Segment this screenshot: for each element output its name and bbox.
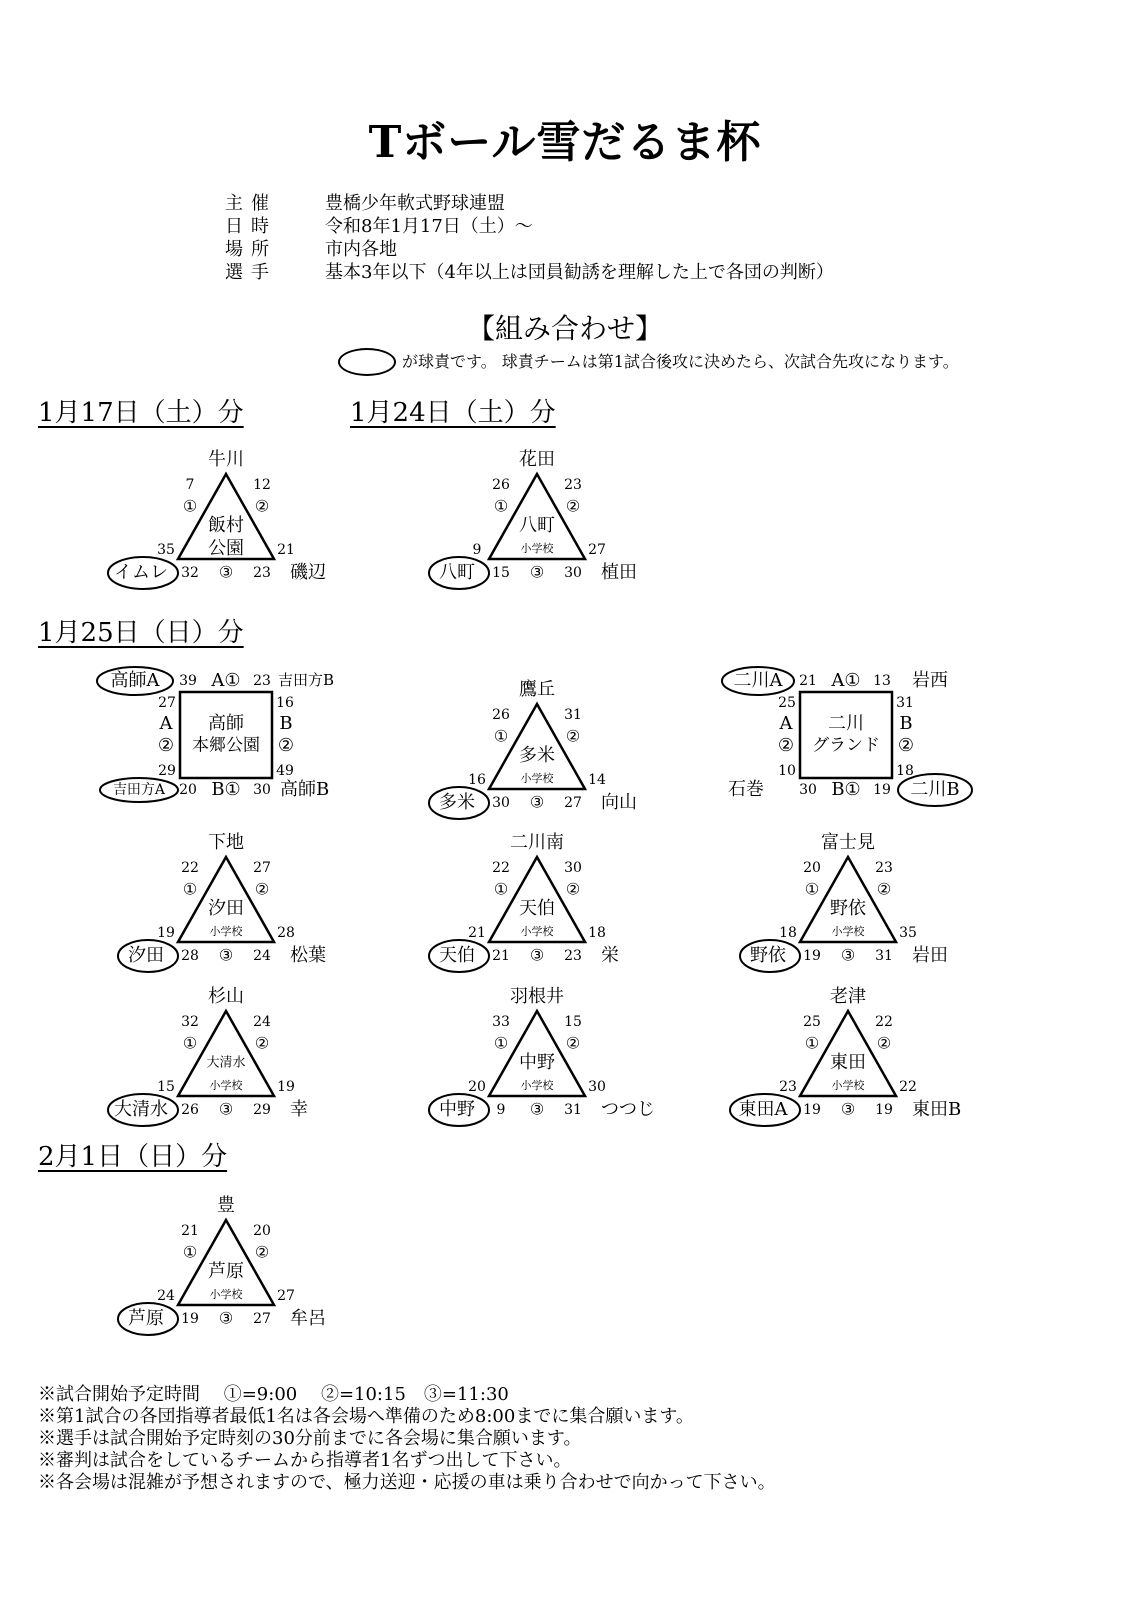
score: 32 (181, 565, 199, 581)
game-3-marker: ③ (529, 792, 545, 812)
score: 26 (492, 477, 510, 493)
score: 33 (492, 1014, 510, 1030)
venue-name: 汐田 (208, 898, 244, 919)
game-3-marker: ③ (218, 562, 234, 582)
venue-name: 芦原 (208, 1261, 244, 1282)
game-b1-marker: B① (831, 779, 861, 800)
score: 20 (468, 1079, 486, 1095)
score: 10 (778, 763, 796, 779)
score: 23 (253, 565, 271, 581)
date-heading-jan17: 1月17日（土）分 (38, 398, 244, 428)
info-label: 日時 (225, 216, 277, 237)
game-2-marker: ② (254, 1242, 270, 1262)
note-line: ※各会場は混雑が予想されますので、極力送迎・応援の車は乗り合わせで向かって下さい。 (38, 1472, 776, 1493)
note-line: ※試合開始予定時間 ①=9:00 ②=10:15 ③=11:30 (38, 1384, 509, 1405)
date-heading-feb1: 2月1日（日）分 (38, 1142, 228, 1172)
team-bottom-right: 二川B (910, 779, 960, 800)
venue-name: 小学校 (209, 925, 243, 938)
note-line: ※選手は試合開始予定時刻の30分前までに各会場に集合願います。 (38, 1428, 582, 1449)
game-2-marker: ② (157, 735, 175, 756)
venue-name: 公園 (208, 538, 244, 559)
info-value: 市内各地 (325, 239, 397, 260)
score: 12 (253, 477, 271, 493)
score: 35 (899, 925, 917, 941)
score: 23 (564, 477, 582, 493)
game-2-marker: ② (565, 726, 581, 746)
score: 22 (875, 1014, 893, 1030)
info-value: 基本3年以下（4年以上は団員勧誘を理解した上で各団の判断） (325, 262, 834, 283)
venue-name: 小学校 (209, 1288, 243, 1301)
score: 16 (468, 772, 486, 788)
game-2-marker: ② (254, 1033, 270, 1053)
score: 27 (158, 695, 176, 711)
score: 21 (277, 542, 295, 558)
score: 30 (799, 782, 817, 798)
team-bottom-right: 栄 (601, 945, 619, 966)
bracket-heading: 【組み合わせ】 (466, 312, 663, 345)
score: 27 (277, 1288, 295, 1304)
team-top: 鷹丘 (519, 679, 555, 700)
score: 26 (492, 707, 510, 723)
game-2-marker: ② (565, 879, 581, 899)
score: 16 (276, 695, 294, 711)
team-bottom-left: 東田A (738, 1099, 788, 1120)
side-letter: A (159, 713, 173, 734)
score: 19 (157, 925, 175, 941)
score: 30 (492, 795, 510, 811)
score: 35 (157, 542, 175, 558)
score: 21 (468, 925, 486, 941)
score: 27 (253, 1311, 271, 1327)
team-bottom-left: 石巻 (728, 779, 764, 800)
score: 29 (253, 1102, 271, 1118)
info-label: 場所 (225, 239, 277, 260)
score: 22 (492, 860, 510, 876)
venue-name: 小学校 (520, 925, 554, 938)
venue-name: 小学校 (831, 925, 865, 938)
team-bottom-left: イムレ (114, 562, 168, 583)
venue-name: 小学校 (831, 1079, 865, 1092)
team-top-right: 岩西 (912, 670, 948, 691)
venue-name: 天伯 (519, 898, 555, 919)
page-title: Tボール雪だるま杯 (368, 117, 762, 168)
score: 31 (564, 1102, 582, 1118)
team-bottom-left: 大清水 (114, 1099, 168, 1120)
team-bottom-left: 中野 (439, 1099, 475, 1120)
team-bottom-left: 芦原 (128, 1308, 164, 1329)
score: 24 (253, 948, 271, 964)
game-1-marker: ① (804, 1033, 820, 1053)
info-value: 令和8年1月17日（土）～ (325, 216, 533, 237)
score: 18 (779, 925, 797, 941)
game-2-marker: ② (777, 735, 795, 756)
score: 23 (564, 948, 582, 964)
game-1-marker: ① (493, 1033, 509, 1053)
side-letter: B (899, 713, 913, 734)
team-bottom-left: 多米 (439, 792, 475, 813)
team-top: 花田 (519, 449, 555, 470)
team-top: 羽根井 (510, 986, 564, 1007)
score: 27 (253, 860, 271, 876)
game-1-marker: ① (493, 496, 509, 516)
score: 31 (875, 948, 893, 964)
score: 29 (158, 763, 176, 779)
venue-name: グランド (812, 735, 880, 756)
score: 30 (588, 1079, 606, 1095)
team-top-left: 高師A (110, 670, 160, 691)
game-3-marker: ③ (529, 562, 545, 582)
score: 15 (492, 565, 510, 581)
score: 19 (873, 782, 891, 798)
venue-name: 二川 (828, 713, 864, 734)
game-2-marker: ② (565, 1033, 581, 1053)
score: 15 (564, 1014, 582, 1030)
game-b1-marker: B① (211, 779, 241, 800)
game-3-marker: ③ (218, 1308, 234, 1328)
score: 14 (588, 772, 606, 788)
game-a1-marker: A① (211, 670, 241, 691)
score: 19 (875, 1102, 893, 1118)
score: 32 (181, 1014, 199, 1030)
score: 49 (276, 763, 294, 779)
score: 25 (803, 1014, 821, 1030)
score: 30 (564, 565, 582, 581)
game-3-marker: ③ (529, 945, 545, 965)
legend-text: が球責です。 球責チームは第1試合後攻に決めたら、次試合先攻になります。 (402, 352, 959, 371)
notes (38, 1384, 776, 1494)
game-1-marker: ① (804, 879, 820, 899)
team-bottom-right: つつじ (601, 1099, 655, 1120)
score: 27 (588, 542, 606, 558)
score: 21 (799, 673, 817, 689)
score: 27 (564, 795, 582, 811)
score: 25 (778, 695, 796, 711)
game-3-marker: ③ (840, 1099, 856, 1119)
score: 20 (253, 1223, 271, 1239)
team-top: 老津 (830, 986, 866, 1007)
venue-name: 小学校 (209, 1079, 243, 1092)
score: 19 (803, 948, 821, 964)
game-2-marker: ② (897, 735, 915, 756)
score: 19 (277, 1079, 295, 1095)
game-3-marker: ③ (840, 945, 856, 965)
score: 30 (564, 860, 582, 876)
team-top-right: 吉田方B (278, 671, 335, 689)
score: 26 (181, 1102, 199, 1118)
game-2-marker: ② (254, 496, 270, 516)
team-bottom-left: 吉田方A (112, 782, 166, 798)
team-bottom-left: 汐田 (128, 945, 164, 966)
game-3-marker: ③ (218, 1099, 234, 1119)
game-1-marker: ① (493, 879, 509, 899)
info-value: 豊橋少年軟式野球連盟 (325, 193, 505, 214)
team-bottom-left: 野依 (750, 945, 786, 966)
note-line: ※第1試合の各団指導者最低1名は各会場へ準備のため8:00までに集合願います。 (38, 1406, 694, 1427)
team-bottom-right: 幸 (290, 1099, 308, 1120)
score: 31 (564, 707, 582, 723)
venue-name: 野依 (830, 898, 866, 919)
team-bottom-right: 牟呂 (290, 1308, 326, 1329)
score: 20 (179, 782, 197, 798)
venue-name: 本郷公園 (192, 735, 260, 756)
team-top: 下地 (208, 832, 244, 853)
venue-name: 小学校 (520, 542, 554, 555)
score: 19 (181, 1311, 199, 1327)
team-top: 豊 (217, 1195, 235, 1216)
team-bottom-right: 岩田 (912, 945, 948, 966)
venue-name: 八町 (519, 515, 555, 536)
score: 24 (253, 1014, 271, 1030)
game-2-marker: ② (254, 879, 270, 899)
game-2-marker: ② (565, 496, 581, 516)
score: 22 (181, 860, 199, 876)
team-top: 杉山 (208, 986, 244, 1007)
score: 15 (157, 1079, 175, 1095)
team-bottom-right: 向山 (601, 792, 637, 813)
game-2-marker: ② (876, 1033, 892, 1053)
team-bottom-right: 高師B (280, 779, 330, 800)
score: 9 (496, 1102, 506, 1118)
venue-name: 小学校 (520, 1079, 554, 1092)
venue-name: 飯村 (208, 515, 244, 536)
score: 7 (185, 477, 195, 493)
score: 9 (472, 542, 482, 558)
game-a1-marker: A① (831, 670, 861, 691)
score: 28 (277, 925, 295, 941)
score: 20 (803, 860, 821, 876)
score: 22 (899, 1079, 917, 1095)
team-bottom-right: 松葉 (290, 945, 326, 966)
team-bottom-right: 東田B (912, 1099, 962, 1120)
team-bottom-left: 八町 (439, 562, 475, 583)
venue-name: 中野 (519, 1052, 555, 1073)
game-1-marker: ① (182, 496, 198, 516)
venue-name: 東田 (830, 1052, 866, 1073)
score: 21 (492, 948, 510, 964)
team-top: 富士見 (821, 832, 875, 853)
score: 24 (157, 1288, 175, 1304)
venue-name: 大清水 (206, 1055, 246, 1071)
score: 18 (896, 763, 914, 779)
game-2-marker: ② (876, 879, 892, 899)
score: 39 (179, 673, 197, 689)
team-bottom-right: 磯辺 (290, 562, 326, 583)
side-letter: B (279, 713, 293, 734)
score: 19 (803, 1102, 821, 1118)
team-top: 二川南 (510, 832, 564, 853)
info-label: 選手 (225, 262, 277, 283)
side-letter: A (779, 713, 793, 734)
game-2-marker: ② (277, 735, 295, 756)
game-1-marker: ① (182, 879, 198, 899)
note-line: ※審判は試合をしているチームから指導者1名ずつ出して下さい。 (38, 1450, 572, 1471)
team-bottom-left: 天伯 (439, 945, 475, 966)
info-label: 主催 (225, 193, 277, 214)
game-3-marker: ③ (529, 1099, 545, 1119)
score: 23 (779, 1079, 797, 1095)
score: 30 (253, 782, 271, 798)
score: 28 (181, 948, 199, 964)
game-1-marker: ① (182, 1033, 198, 1053)
venue-name: 多米 (519, 745, 555, 766)
game-1-marker: ① (182, 1242, 198, 1262)
score: 31 (896, 695, 914, 711)
venue-name: 高師 (208, 713, 244, 734)
date-heading-jan25: 1月25日（日）分 (38, 618, 244, 648)
date-heading-jan24: 1月24日（土）分 (350, 398, 556, 428)
team-top: 牛川 (208, 449, 244, 470)
venue-name: 小学校 (520, 772, 554, 785)
score: 18 (588, 925, 606, 941)
score: 13 (873, 673, 891, 689)
team-top-left: 二川A (733, 670, 783, 691)
score: 23 (875, 860, 893, 876)
team-bottom-right: 植田 (601, 562, 637, 583)
game-1-marker: ① (493, 726, 509, 746)
score: 23 (253, 673, 271, 689)
game-3-marker: ③ (218, 945, 234, 965)
score: 21 (181, 1223, 199, 1239)
